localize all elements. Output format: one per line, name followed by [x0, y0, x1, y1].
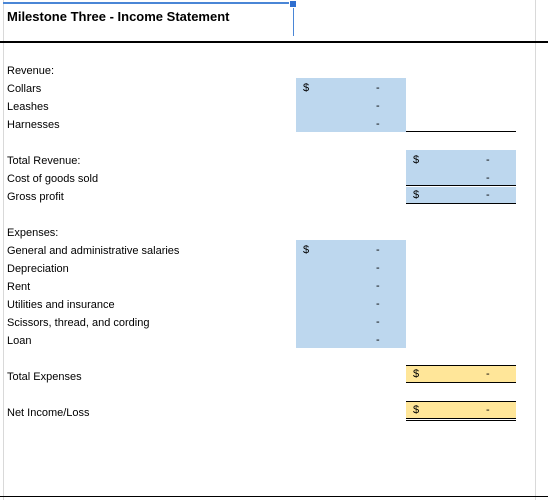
total-expenses-bottom-rule [406, 382, 516, 383]
ga-salaries-value[interactable]: - [376, 244, 380, 256]
gross-profit-cell[interactable] [406, 187, 516, 203]
collars-value[interactable]: - [376, 82, 380, 94]
gross-profit-bottom-rule [406, 203, 516, 204]
expense-input-cells[interactable] [296, 240, 406, 348]
harnesses-value[interactable]: - [376, 118, 380, 130]
revenue-input-cells[interactable] [296, 78, 406, 132]
total-expenses-cell[interactable] [406, 366, 516, 382]
total-revenue-cogs-cells[interactable] [406, 150, 516, 186]
currency-symbol: $ [413, 154, 420, 166]
row-label-collars[interactable]: Collars [7, 83, 42, 95]
gross-profit-top-rule [406, 185, 516, 186]
currency-symbol: $ [303, 82, 310, 94]
column-gridline [3, 0, 4, 500]
currency-symbol: $ [413, 404, 420, 416]
row-label-total-revenue[interactable]: Total Revenue: [7, 155, 81, 167]
total-expenses-value[interactable]: - [486, 368, 490, 380]
row-label-rent[interactable]: Rent [7, 281, 31, 293]
net-income-bottom-rule [406, 418, 516, 419]
net-income-value[interactable]: - [486, 404, 490, 416]
row-label-utilities[interactable]: Utilities and insurance [7, 299, 115, 311]
currency-symbol: $ [303, 244, 310, 256]
row-label-ga-salaries[interactable]: General and administrative salaries [7, 245, 180, 257]
page-title: Milestone Three - Income Statement [7, 9, 230, 24]
row-label-gross-profit[interactable]: Gross profit [7, 191, 64, 203]
net-income-cell[interactable] [406, 402, 516, 418]
row-label-leashes[interactable]: Leashes [7, 101, 49, 113]
depreciation-value[interactable]: - [376, 262, 380, 274]
title-divider [0, 41, 548, 43]
row-label-cogs[interactable]: Cost of goods sold [7, 173, 99, 185]
gross-profit-value[interactable]: - [486, 189, 490, 201]
subtotal-underline [406, 131, 516, 132]
fill-handle[interactable] [289, 0, 297, 8]
utilities-value[interactable]: - [376, 298, 380, 310]
revenue-header: Revenue: [7, 65, 55, 77]
scissors-value[interactable]: - [376, 316, 380, 328]
row-label-net-income[interactable]: Net Income/Loss [7, 407, 90, 419]
net-income-double-rule [406, 420, 516, 421]
total-revenue-value[interactable]: - [486, 154, 490, 166]
currency-symbol: $ [413, 368, 420, 380]
loan-value[interactable]: - [376, 334, 380, 346]
rent-value[interactable]: - [376, 280, 380, 292]
row-label-depreciation[interactable]: Depreciation [7, 263, 69, 275]
leashes-value[interactable]: - [376, 100, 380, 112]
column-gridline [535, 0, 536, 500]
expenses-header: Expenses: [7, 227, 59, 239]
bottom-border [0, 496, 548, 497]
cogs-value[interactable]: - [486, 172, 490, 184]
row-label-loan[interactable]: Loan [7, 335, 32, 347]
row-label-harnesses[interactable]: Harnesses [7, 119, 60, 131]
row-label-scissors[interactable]: Scissors, thread, and cording [7, 317, 150, 329]
currency-symbol: $ [413, 189, 420, 201]
row-label-total-expenses[interactable]: Total Expenses [7, 371, 82, 383]
